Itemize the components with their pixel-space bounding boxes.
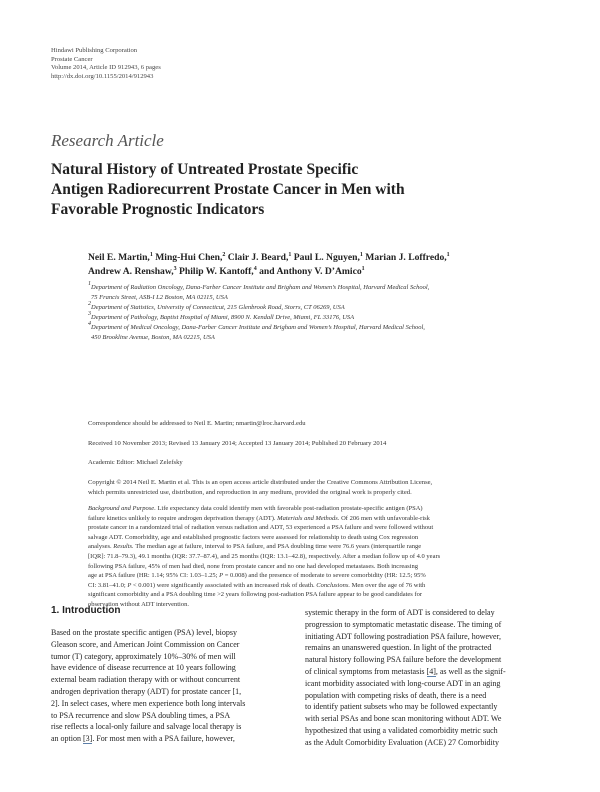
text-run: analyses.: [88, 543, 114, 551]
body-column-left: [51, 627, 296, 745]
publisher-name: Hindawi Publishing Corporation: [51, 47, 138, 54]
author-name: Ming-Hui Chen,: [152, 252, 223, 263]
affiliations: [88, 283, 558, 343]
affiliation-number: 1: [88, 281, 91, 287]
text-line: [305, 678, 550, 690]
affiliation-line: [88, 300, 558, 313]
author-line: [88, 265, 558, 279]
text-line: [51, 651, 296, 663]
italic-label: Results.: [113, 543, 134, 551]
text-run: to identify patient subsets who may be followed expectantly: [305, 702, 498, 712]
author-name: Philip W. Kantoff,: [176, 266, 254, 277]
text-line: [51, 721, 296, 733]
text-run: following PSA failure, 45% of men had died, none from prostate cancer and no one had developed metastases. Both increasing: [88, 562, 418, 570]
affiliation-text: Department of Medical Oncology, Dana-Farber Cancer Institute and Brigham and Women’s Hospital, Harvard Medical School,: [91, 324, 425, 332]
text-run: Of 206 men with unfavorable-risk: [339, 514, 430, 522]
italic-label: P: [127, 581, 132, 589]
text-run: an option: [51, 734, 83, 744]
italic-label: Conclusions.: [316, 581, 351, 589]
text-run: hypothesized that using a validated comorbidity metric such: [305, 725, 498, 735]
text-line: [88, 523, 550, 533]
publication-dates: Received 10 November 2013; Revised 13 January 2014; Accepted 13 January 2014; Published 20 February 2014: [88, 440, 387, 447]
text-line: [51, 674, 296, 686]
text-run: < 0.001) were significantly associated with an increased risk of death.: [131, 581, 317, 589]
text-line: [51, 662, 296, 674]
text-line: [88, 571, 550, 581]
text-run: of clinical symptoms from metastasis: [305, 666, 427, 676]
text-line: [51, 733, 296, 745]
text-line: [51, 639, 296, 651]
affiliation-line: [88, 323, 558, 333]
body-column-right: [305, 607, 550, 749]
title-line: Natural History of Untreated Prostate Specific: [51, 161, 359, 178]
text-run: Life expectancy data could identify men with favorable post-radiation prostate-specific antigen (PSA): [155, 505, 423, 512]
affiliation-marker: 3: [173, 266, 177, 272]
text-run: CI: 3.81–41.0;: [88, 581, 128, 589]
text-line: [305, 654, 550, 666]
affiliation-entry: [88, 310, 558, 323]
text-run: . For most men with a PSA failure, however,: [92, 734, 235, 744]
author-list: [88, 251, 558, 279]
title-line: Favorable Prognostic Indicators: [51, 201, 265, 218]
text-line: [51, 627, 296, 639]
text-run: Men over the age of 76 with: [350, 581, 426, 589]
affiliation-marker: 1: [359, 252, 363, 258]
text-line: [88, 542, 550, 552]
text-run: as the Adult Comorbidity Evaluation (ACE) 27 Comorbidity: [305, 737, 499, 747]
text-run: failure kinetics unlikely to require androgen deprivation therapy (ADT).: [88, 514, 278, 522]
author-line: [88, 251, 558, 265]
text-run: observation without ADT intervention.: [88, 600, 189, 608]
affiliation-marker: 1: [288, 252, 292, 258]
text-line: [51, 698, 296, 710]
text-line: [305, 690, 550, 702]
text-line: [305, 737, 550, 749]
affiliation-line: [88, 310, 558, 323]
italic-label: P: [219, 572, 224, 580]
affiliation-text: Department of Radiation Oncology, Dana-Farber Cancer Institute and Brigham and Women’s Hospital, Harvard Medical School,: [91, 284, 430, 291]
affiliation-marker: 1: [149, 252, 153, 258]
affiliation-entry: [88, 283, 558, 302]
text-line: [88, 562, 550, 572]
copyright-line: which permits unrestricted use, distribution, and reproduction in any medium, provided the original work is properly cited.: [88, 488, 412, 496]
affiliation-marker: 1: [446, 252, 450, 258]
text-line: [305, 713, 550, 725]
text-run: , as well as the signif-: [435, 666, 506, 676]
text-run: significant comorbidity and a PSA doubling time >2 years following post-radiation PSA failure appear to be good candidates for: [88, 591, 423, 599]
affiliation-marker: 2: [222, 252, 226, 258]
text-run: 2]. In select cases, where men experience both long intervals: [51, 698, 246, 708]
text-line: [305, 701, 550, 713]
affiliation-line: [88, 283, 558, 293]
text-line: [305, 666, 550, 678]
text-line: [51, 686, 296, 698]
italic-label: Materials and Methods.: [277, 514, 340, 522]
author-name: Paul L. Nguyen,: [291, 252, 360, 263]
text-run: systemic therapy in the form of ADT is considered to delay: [305, 608, 495, 617]
journal-header: [51, 47, 161, 81]
text-line: [88, 504, 550, 514]
text-run: Based on the prostate specific antigen (PSA) level, biopsy: [51, 628, 237, 637]
text-line: [305, 607, 550, 619]
affiliation-number: 4: [88, 321, 91, 328]
text-run: have evidence of disease recurrence at 10 years following: [51, 663, 236, 673]
affiliation-line: 450 Brookline Avenue, Boston, MA 02215, USA: [91, 333, 215, 341]
text-run: = 0.008) and the presence of moderate to severe comorbidity (HR: 12.5; 95%: [223, 572, 426, 580]
text-run: rise reflects a local-only failure and salvage local therapy is: [51, 722, 242, 732]
doi-link[interactable]: http://dx.doi.org/10.1155/2014/912943: [51, 72, 154, 80]
text-run: age at PSA failure (HR: 1.14; 95% CI: 1.03–1.25;: [88, 572, 220, 580]
text-run: remains an unanswered question. In light of the protracted: [305, 643, 492, 653]
article-type: Research Article: [51, 131, 164, 150]
text-line: [88, 514, 550, 524]
affiliation-marker: 4: [253, 266, 257, 272]
text-run: The median age at failure, interval to PSA failure, and PSA doubling time were 76.6 years (interquartile range: [133, 543, 422, 551]
author-name: Clair J. Beard,: [225, 252, 289, 263]
abstract: [88, 504, 550, 610]
author-name: and Anthony V. D’Amico: [256, 266, 362, 277]
text-run: natural history following PSA failure before the development: [305, 655, 502, 665]
title-line: Antigen Radiorecurrent Prostate Cancer in Men with: [51, 181, 405, 198]
text-line: [305, 642, 550, 654]
text-run: progression to symptomatic metastatic disease. The timing of: [305, 619, 502, 629]
academic-editor: Academic Editor: Michael Zelefsky: [88, 459, 183, 466]
copyright-notice: [88, 478, 550, 498]
section-heading: 1. Introduction: [51, 605, 121, 616]
text-run: icant morbidity associated with long-course ADT in an aging: [305, 678, 501, 688]
author-name: Neil E. Martin,: [88, 252, 150, 263]
text-run: prostate cancer in a randomized trial of radiation versus radiation and ADT, 53 experienced a PSA failure and were followed without: [88, 524, 434, 532]
affiliation-marker: 1: [361, 266, 365, 272]
text-run: external beam radiation therapy with or without concurrent: [51, 675, 241, 685]
text-run: with serial PSAs and bone scan monitoring without ADT. We: [305, 714, 502, 724]
citation-link[interactable]: [3]: [83, 734, 93, 744]
author-name: Andrew A. Renshaw,: [88, 266, 174, 277]
text-line: [88, 590, 550, 600]
italic-label: Background and Purpose.: [88, 505, 156, 512]
text-line: [305, 631, 550, 643]
text-run: tumor (T) category, approximately 10%–30% of men will: [51, 651, 236, 661]
text-line: [305, 725, 550, 737]
text-line: [88, 533, 550, 543]
article-title: [51, 160, 471, 220]
text-run: initiating ADT following postradiation PSA failure, however,: [305, 631, 501, 641]
text-line: [88, 581, 550, 591]
journal-name: Prostate Cancer: [51, 55, 93, 63]
affiliation-text: Department of Pathology, Baptist Hospital of Miami, 8900 N. Kendall Drive, Miami, FL 33176, USA: [91, 313, 355, 321]
author-name: Marian J. Loffredo,: [362, 252, 447, 263]
text-run: androgen deprivation therapy (ADT) for prostate cancer [1,: [51, 686, 242, 696]
affiliation-number: 3: [88, 310, 91, 317]
text-line: [88, 552, 550, 562]
affiliation-entry: [88, 300, 558, 313]
copyright-line: Copyright © 2014 Neil E. Martin et al. This is an open access article distributed under the Creative Commons Attribution License,: [88, 479, 433, 486]
text-line: [51, 710, 296, 722]
affiliation-text: Department of Statistics, University of Connecticut, 215 Glenbrook Road, Storrs, CT 06269, USA: [91, 303, 345, 311]
text-run: [IQR]: 71.8–79.3), 49.1 months (IQR: 37.7–87.4), and 25 months (IQR: 13.1–42.8), respectively. After a median follow up of 4.0 years: [88, 552, 441, 560]
text-run: Gleason score, and American Joint Commission on Cancer: [51, 639, 240, 649]
text-line: [305, 619, 550, 631]
correspondence: Correspondence should be addressed to Neil E. Martin; nmartin@lroc.harvard.edu: [88, 420, 306, 427]
volume-info: Volume 2014, Article ID 912943, 6 pages: [51, 64, 161, 72]
affiliation-number: 2: [88, 300, 91, 307]
text-run: salvage ADT. Comorbidity, age and established prognostic factors were assessed for relationship to death using Cox regression: [88, 533, 419, 541]
affiliation-line: 75 Francis Street, ASB-I L2 Boston, MA 02115, USA: [91, 293, 228, 301]
text-run: to PSA recurrence and slow PSA doubling times, a PSA: [51, 710, 231, 720]
affiliation-entry: [88, 323, 558, 342]
citation-link[interactable]: [4]: [426, 666, 436, 676]
text-run: population with competing risks of death, there is a need: [305, 690, 487, 700]
